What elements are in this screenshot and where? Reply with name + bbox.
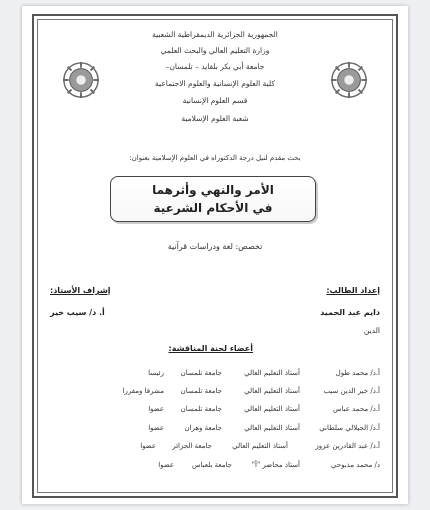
supervisor-name: أ. د/ سيب خير (50, 308, 105, 317)
header-faculty: كلية العلوم الإنسانية والعلوم الاجتماعية (155, 79, 275, 88)
member-role: عضوا (158, 461, 174, 469)
member-name: أ.د/ محمد طول (335, 369, 380, 377)
member-university: جامعة تلمسان (180, 405, 222, 413)
member-university: جامعة تلمسان (180, 387, 222, 395)
student-label: إعداد الطالب: (326, 286, 380, 295)
header-ministry: وزارة التعليم العالي والبحث العلمي (160, 46, 270, 55)
student-name-continued: الدين (363, 326, 380, 335)
committee-label: أعضاء لجنة المناقشة: (168, 344, 253, 353)
member-rank: أستاذ التعليم العالي (244, 387, 300, 395)
member-university: جامعة تلمسان (180, 369, 222, 377)
member-role: عضوا (148, 424, 164, 432)
member-name: د/ محمد مذبوحي (330, 461, 380, 469)
member-university: جامعة بلعباس (192, 461, 232, 469)
member-role: عضوا (140, 442, 156, 450)
student-name: دايم عبد الحميد (320, 308, 380, 317)
member-name: أ.د/ محمد عباس (332, 405, 380, 413)
header-republic: الجمهورية الجزائرية الديمقراطية الشعبية (152, 30, 278, 39)
member-rank: أستاذ التعليم العالي (244, 424, 300, 432)
member-rank: أستاذ التعليم العالي (244, 369, 300, 377)
thesis-title-box (110, 176, 316, 222)
thesis-intro: بحث مقدم لنيل درجة الدكتوراه في العلوم الإسلامية بعنوان: (129, 154, 301, 162)
specialty: تخصص: لغة ودراسات قرآنية (167, 242, 263, 251)
header-university: جامعة أبي بكر بلقايد – تلمسان– (165, 62, 265, 71)
member-role: مشرفا ومقررا (122, 387, 164, 395)
header-department: قسم العلوم الإنسانية (182, 96, 248, 105)
supervisor-label: إشراف الأستاذ: (50, 286, 111, 295)
member-university: جامعة الجزائر (172, 442, 212, 450)
member-rank: أستاذ محاضر "أ" (251, 461, 300, 469)
header-branch: شعبة العلوم الإسلامية (181, 114, 249, 123)
member-role: رئيسا (148, 369, 164, 377)
document-page (22, 6, 408, 504)
member-role: عضوا (148, 405, 164, 413)
thesis-title-line2: في الأحكام الشرعية (153, 201, 273, 215)
member-university: جامعة وهران (184, 424, 222, 432)
thesis-title-line1: الأمر والنهي وأثرهما (152, 183, 274, 197)
member-rank: أستاذ التعليم العالي (232, 442, 288, 450)
member-rank: أستاذ التعليم العالي (244, 405, 300, 413)
member-name: أ.د/ خير الدين سيب (323, 387, 380, 395)
member-name: أ.د/ الجيلالي سلطاني (319, 424, 380, 432)
member-name: أ.د/ عبد القادرين عزوز (315, 442, 380, 450)
